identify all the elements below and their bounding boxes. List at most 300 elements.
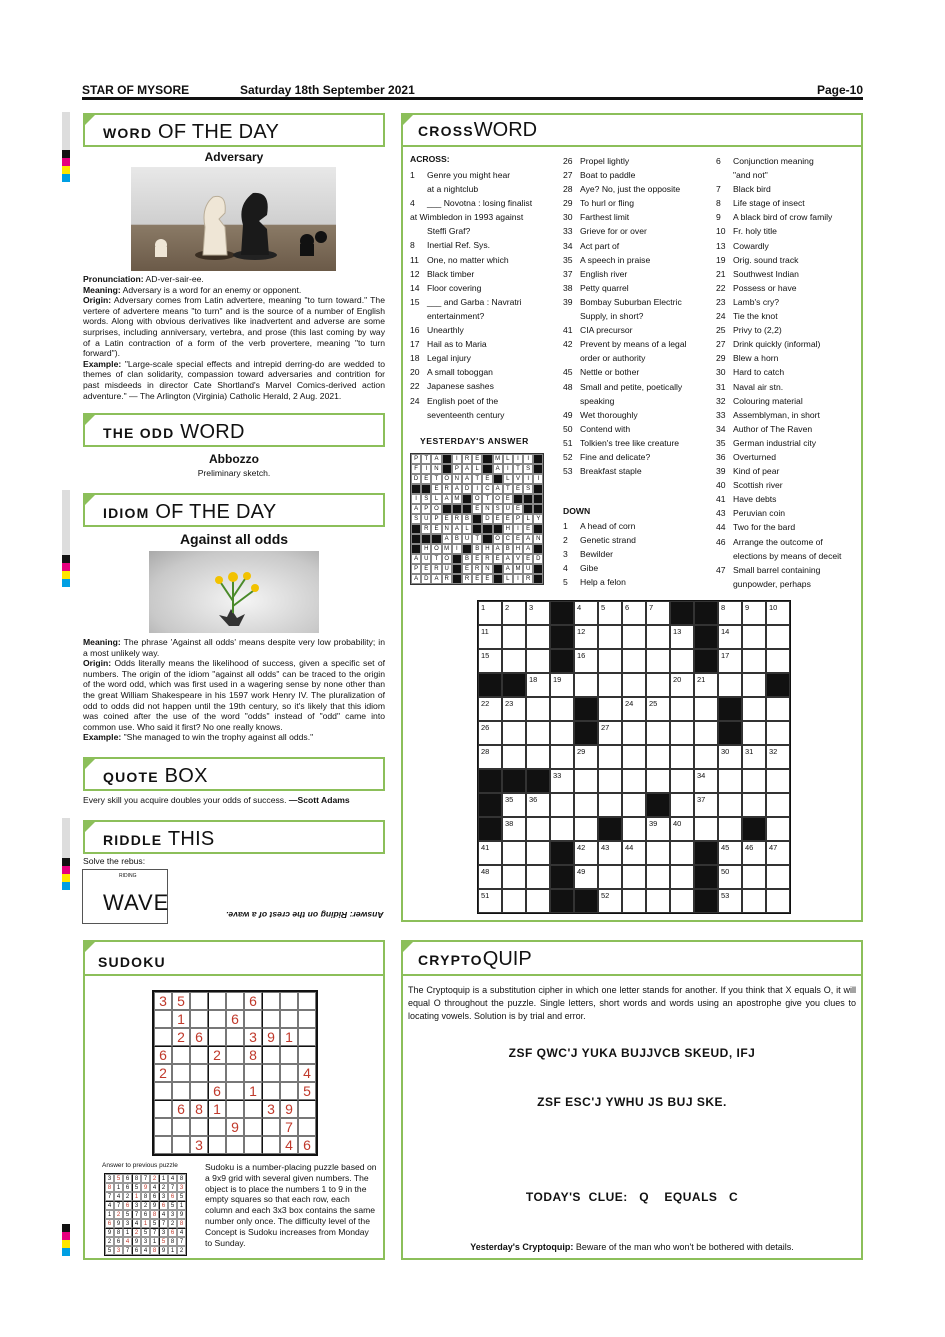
sudoku-cell[interactable] <box>190 1118 208 1136</box>
sudoku-cell[interactable]: 6 <box>190 1028 208 1046</box>
crossword-cell[interactable] <box>526 649 550 673</box>
prev-sudoku-cell: 8 <box>114 1228 123 1237</box>
crossword-cell[interactable] <box>766 841 790 865</box>
crossword-cell[interactable] <box>670 793 694 817</box>
crossword-cell[interactable] <box>742 745 766 769</box>
crossword-cell[interactable] <box>742 697 766 721</box>
sudoku-cell[interactable]: 6 <box>226 1010 244 1028</box>
sudoku-cell[interactable] <box>244 1100 262 1118</box>
sudoku-cell[interactable] <box>190 1010 208 1028</box>
crossword-cell[interactable] <box>526 601 550 625</box>
crossword-cell[interactable] <box>766 793 790 817</box>
answer-cell: U <box>462 534 472 544</box>
sudoku-cell[interactable] <box>298 1046 316 1064</box>
sudoku-cell[interactable] <box>172 1082 190 1100</box>
crossword-cell[interactable] <box>670 625 694 649</box>
sudoku-cell[interactable] <box>154 1118 172 1136</box>
answer-cell: A <box>442 494 452 504</box>
sudoku-cell[interactable]: 8 <box>190 1100 208 1118</box>
crossword-cell[interactable] <box>670 889 694 913</box>
sudoku-cell[interactable] <box>154 1136 172 1154</box>
crossword-cell[interactable] <box>646 745 670 769</box>
crossword-cell[interactable] <box>502 841 526 865</box>
crossword-cell[interactable] <box>646 721 670 745</box>
sudoku-cell[interactable]: 2 <box>154 1064 172 1082</box>
sudoku-cell[interactable]: 6 <box>172 1100 190 1118</box>
clue-row <box>716 577 861 591</box>
clue-number: 20 <box>410 367 420 378</box>
clue-row <box>563 267 713 281</box>
clue-row <box>716 210 861 224</box>
crossword-cell[interactable] <box>526 721 550 745</box>
crossword-cell[interactable] <box>598 673 622 697</box>
sudoku-cell[interactable]: 5 <box>172 992 190 1010</box>
crossword-cell[interactable] <box>598 721 622 745</box>
crossword-cell[interactable] <box>502 889 526 913</box>
crossword-cell[interactable] <box>646 769 670 793</box>
sudoku-cell[interactable] <box>298 1010 316 1028</box>
clue-number: 44 <box>716 522 726 533</box>
crossword-cell[interactable] <box>502 745 526 769</box>
crossword-cell[interactable] <box>622 625 646 649</box>
crossword-cell[interactable] <box>646 865 670 889</box>
crossword-cell[interactable] <box>478 721 502 745</box>
clue-row <box>410 182 560 196</box>
black-cell <box>550 625 574 649</box>
cell-number: 21 <box>697 675 706 684</box>
crossword-cell[interactable] <box>502 625 526 649</box>
clue-text: Southwest Indian <box>733 268 799 279</box>
sudoku-cell[interactable] <box>154 1100 172 1118</box>
answer-cell <box>533 464 543 474</box>
crossword-cell[interactable] <box>694 673 718 697</box>
sudoku-cell[interactable]: 6 <box>244 992 262 1010</box>
crossword-cell[interactable] <box>574 625 598 649</box>
crossword-cell[interactable] <box>598 649 622 673</box>
crossword-cell[interactable] <box>694 817 718 841</box>
crossword-cell[interactable] <box>574 649 598 673</box>
color-registration-bar <box>62 818 70 890</box>
crossword-cell[interactable] <box>766 769 790 793</box>
crossword-cell[interactable] <box>502 817 526 841</box>
crossword-cell[interactable] <box>742 673 766 697</box>
sudoku-cell[interactable]: 9 <box>262 1028 280 1046</box>
crossword-cell[interactable] <box>598 601 622 625</box>
sudoku-cell[interactable] <box>172 1046 190 1064</box>
sudoku-cell[interactable] <box>262 1046 280 1064</box>
answer-cell <box>442 504 452 514</box>
sudoku-cell[interactable] <box>226 992 244 1010</box>
sudoku-cell[interactable] <box>208 992 226 1010</box>
clue-row <box>716 520 861 534</box>
clue-text: Help a felon <box>580 577 626 588</box>
answer-cell: T <box>421 454 431 464</box>
crossword-cell[interactable] <box>478 841 502 865</box>
answer-cell: A <box>431 454 441 464</box>
crossword-cell[interactable] <box>622 673 646 697</box>
clue-row <box>563 561 713 575</box>
crossword-cell[interactable] <box>502 601 526 625</box>
cell-number: 10 <box>769 603 778 612</box>
sudoku-cell[interactable] <box>226 1046 244 1064</box>
crossword-cell[interactable] <box>622 865 646 889</box>
crossword-cell[interactable] <box>574 817 598 841</box>
answer-cell: V <box>513 474 523 484</box>
crossword-cell[interactable] <box>550 817 574 841</box>
answer-cell: H <box>513 544 523 554</box>
sudoku-cell[interactable] <box>226 1082 244 1100</box>
crossword-cell[interactable] <box>670 697 694 721</box>
crossword-cell[interactable] <box>646 841 670 865</box>
crossword-cell[interactable] <box>742 601 766 625</box>
sudoku-cell[interactable] <box>244 1010 262 1028</box>
crossword-cell[interactable] <box>502 793 526 817</box>
answer-cell <box>533 454 543 464</box>
sudoku-cell[interactable] <box>190 992 208 1010</box>
clue-text: Drink quickly (informal) <box>733 339 821 350</box>
crossword-cell[interactable] <box>550 721 574 745</box>
clue-number: 19 <box>716 254 726 265</box>
cell-number: 44 <box>625 843 634 852</box>
crossword-cell[interactable] <box>694 793 718 817</box>
clue-text: Fine and delicate? <box>580 451 651 462</box>
sudoku-cell[interactable]: 1 <box>208 1100 226 1118</box>
crossword-cell[interactable] <box>646 889 670 913</box>
sudoku-cell[interactable] <box>208 1136 226 1154</box>
answer-cell: L <box>523 514 533 524</box>
sudoku-cell[interactable] <box>226 1100 244 1118</box>
crossword-cell[interactable] <box>646 625 670 649</box>
crossword-cell[interactable] <box>742 889 766 913</box>
crossword-cell[interactable] <box>526 841 550 865</box>
crossword-cell[interactable] <box>622 649 646 673</box>
clue-text: To hurl or fling <box>580 198 634 209</box>
sudoku-cell[interactable] <box>208 1118 226 1136</box>
crossword-cell[interactable] <box>622 793 646 817</box>
crossword-cell[interactable] <box>478 745 502 769</box>
prev-sudoku-cell: 4 <box>114 1192 123 1201</box>
prev-sudoku-cell: 2 <box>159 1183 168 1192</box>
sudoku-cell[interactable] <box>244 1118 262 1136</box>
crossword-cell[interactable] <box>502 865 526 889</box>
crossword-cell[interactable] <box>502 721 526 745</box>
crossword-cell[interactable] <box>718 745 742 769</box>
crossword-cell[interactable] <box>718 769 742 793</box>
crossword-cell[interactable] <box>742 649 766 673</box>
crossword-cell[interactable] <box>550 673 574 697</box>
answer-cell <box>421 534 431 544</box>
crossword-cell[interactable] <box>766 865 790 889</box>
crossword-cell[interactable] <box>646 697 670 721</box>
crossword-cell[interactable] <box>478 865 502 889</box>
sudoku-cell[interactable]: 3 <box>190 1136 208 1154</box>
crossword-grid[interactable] <box>477 600 791 914</box>
crossword-cell[interactable] <box>598 745 622 769</box>
clue-number <box>716 577 733 591</box>
crossword-cell[interactable] <box>478 697 502 721</box>
crossword-cell[interactable] <box>670 649 694 673</box>
cryptoquip-title: CRYPTOQUIP <box>403 942 861 976</box>
crossword-cell[interactable] <box>718 649 742 673</box>
crossword-cell[interactable] <box>646 817 670 841</box>
clue-number <box>563 351 580 365</box>
crossword-cell[interactable] <box>742 625 766 649</box>
crossword-cell[interactable] <box>598 769 622 793</box>
crossword-cell[interactable] <box>550 769 574 793</box>
sudoku-cell[interactable]: 6 <box>208 1082 226 1100</box>
crossword-cell[interactable] <box>646 673 670 697</box>
crossword-cell[interactable] <box>766 697 790 721</box>
sudoku-cell[interactable] <box>226 1064 244 1082</box>
sudoku-cell[interactable] <box>280 1046 298 1064</box>
clue-text: Petty quarrel <box>580 282 629 293</box>
crossword-cell[interactable] <box>574 745 598 769</box>
crossword-cell[interactable] <box>622 817 646 841</box>
sudoku-cell[interactable]: 1 <box>244 1082 262 1100</box>
sudoku-cell[interactable] <box>262 1082 280 1100</box>
clue-number: 8 <box>716 198 721 209</box>
sudoku-cell[interactable]: 1 <box>172 1010 190 1028</box>
crossword-cell[interactable] <box>694 745 718 769</box>
sudoku-cell[interactable] <box>208 1028 226 1046</box>
answer-cell: A <box>523 534 533 544</box>
answer-cell: H <box>421 544 431 554</box>
crossword-cell[interactable] <box>622 769 646 793</box>
answer-cell: N <box>533 534 543 544</box>
crossword-cell[interactable] <box>574 601 598 625</box>
crossword-cell[interactable] <box>574 841 598 865</box>
sudoku-grid[interactable] <box>152 990 318 1156</box>
sudoku-cell[interactable]: 2 <box>172 1028 190 1046</box>
crossword-cell[interactable] <box>766 649 790 673</box>
sudoku-cell[interactable]: 6 <box>298 1136 316 1154</box>
crossword-cell[interactable] <box>718 601 742 625</box>
clue-text: Black timber <box>427 268 475 279</box>
sudoku-cell[interactable] <box>280 1082 298 1100</box>
sudoku-cell[interactable]: 8 <box>244 1046 262 1064</box>
sudoku-cell[interactable]: 1 <box>280 1028 298 1046</box>
sudoku-cell[interactable] <box>226 1028 244 1046</box>
crossword-cell[interactable] <box>478 889 502 913</box>
prev-sudoku-cell: 6 <box>141 1210 150 1219</box>
clue-row <box>716 351 861 365</box>
prev-sudoku-cell: 3 <box>141 1237 150 1246</box>
sudoku-cell[interactable] <box>298 1028 316 1046</box>
sudoku-cell[interactable] <box>154 1028 172 1046</box>
sudoku-cell[interactable] <box>280 1010 298 1028</box>
crossword-cell[interactable] <box>670 865 694 889</box>
crossword-cell[interactable] <box>598 625 622 649</box>
crossword-cell[interactable] <box>526 817 550 841</box>
sudoku-cell[interactable] <box>262 1136 280 1154</box>
crossword-cell[interactable] <box>694 721 718 745</box>
crossword-cell[interactable] <box>766 745 790 769</box>
crossword-cell[interactable] <box>622 889 646 913</box>
crossword-cell[interactable] <box>598 697 622 721</box>
crossword-cell[interactable] <box>574 673 598 697</box>
crossword-cell[interactable] <box>670 841 694 865</box>
crossword-cell[interactable] <box>766 625 790 649</box>
clue-number: 22 <box>410 381 420 392</box>
sudoku-cell[interactable] <box>172 1064 190 1082</box>
clue-text: Boat to paddle <box>580 170 636 181</box>
sudoku-cell[interactable] <box>208 1064 226 1082</box>
clue-row <box>410 351 560 365</box>
yesterday-answer-grid <box>410 453 544 585</box>
crossword-cell[interactable] <box>670 721 694 745</box>
crossword-cell[interactable] <box>526 625 550 649</box>
clue-number: 16 <box>410 325 420 336</box>
crossword-cell[interactable] <box>646 601 670 625</box>
crossword-cell[interactable] <box>766 889 790 913</box>
cryptoquip-line1: ZSF QWC'J YUKA BUJJVCB SKEUD, IFJ <box>508 1046 756 1060</box>
clue-row <box>716 478 861 492</box>
clue-text: A head of corn <box>580 521 636 531</box>
sudoku-cell[interactable] <box>190 1046 208 1064</box>
sudoku-cell[interactable]: 4 <box>298 1064 316 1082</box>
crossword-cell[interactable] <box>718 793 742 817</box>
crossword-cell[interactable] <box>766 601 790 625</box>
sudoku-cell[interactable] <box>298 1118 316 1136</box>
cell-number: 8 <box>721 603 726 612</box>
clue-row <box>563 575 713 589</box>
sudoku-cell[interactable] <box>208 1010 226 1028</box>
crossword-cell[interactable] <box>622 745 646 769</box>
prev-sudoku-cell: 1 <box>114 1183 123 1192</box>
sudoku-cell[interactable] <box>262 1010 280 1028</box>
crossword-cell[interactable] <box>742 793 766 817</box>
sudoku-cell[interactable] <box>262 992 280 1010</box>
clue-text: English poet of the <box>427 395 499 406</box>
clue-text: Black bird <box>733 184 771 195</box>
answer-cell: O <box>472 494 482 504</box>
crossword-cell[interactable] <box>574 793 598 817</box>
crossword-cell[interactable] <box>718 673 742 697</box>
sudoku-cell[interactable]: 7 <box>280 1118 298 1136</box>
crossword-cell[interactable] <box>598 889 622 913</box>
crossword-cell[interactable] <box>550 745 574 769</box>
sudoku-cell[interactable] <box>154 1010 172 1028</box>
sudoku-cell[interactable] <box>172 1136 190 1154</box>
crossword-cell[interactable] <box>694 769 718 793</box>
crossword-cell[interactable] <box>742 841 766 865</box>
cell-number: 30 <box>721 747 730 756</box>
crossword-cell[interactable] <box>766 817 790 841</box>
crossword-cell[interactable] <box>670 673 694 697</box>
crossword-cell[interactable] <box>526 697 550 721</box>
clue-text: Scottish river <box>733 480 783 491</box>
crossword-cell[interactable] <box>718 841 742 865</box>
prev-sudoku-cell: 7 <box>159 1219 168 1228</box>
crossword-cell[interactable] <box>670 745 694 769</box>
crossword-cell[interactable] <box>502 649 526 673</box>
sudoku-cell[interactable] <box>280 1064 298 1082</box>
crossword-cell[interactable] <box>742 865 766 889</box>
sudoku-cell[interactable]: 6 <box>154 1046 172 1064</box>
sudoku-cell[interactable]: 4 <box>280 1136 298 1154</box>
answer-cell <box>482 534 492 544</box>
clue-number: 37 <box>563 268 573 279</box>
crossword-cell[interactable] <box>670 769 694 793</box>
prev-sudoku-cell: 1 <box>150 1237 159 1246</box>
sudoku-cell[interactable] <box>190 1064 208 1082</box>
crossword-cell[interactable] <box>622 841 646 865</box>
crossword-cell[interactable] <box>598 865 622 889</box>
sudoku-cell[interactable] <box>244 1064 262 1082</box>
crossword-cell[interactable] <box>526 793 550 817</box>
crossword-cell[interactable] <box>478 649 502 673</box>
sudoku-cell[interactable] <box>280 992 298 1010</box>
crossword-cell[interactable] <box>718 625 742 649</box>
crossword-cell[interactable] <box>718 817 742 841</box>
crossword-cell[interactable] <box>574 769 598 793</box>
answer-cell <box>533 494 543 504</box>
sudoku-cell[interactable]: 3 <box>154 992 172 1010</box>
crossword-cell[interactable] <box>622 721 646 745</box>
crossword-cell[interactable] <box>478 625 502 649</box>
crossword-cell[interactable] <box>526 889 550 913</box>
crossword-cell[interactable] <box>550 697 574 721</box>
crossword-cell[interactable] <box>742 721 766 745</box>
crossword-cell[interactable] <box>718 865 742 889</box>
sudoku-cell[interactable]: 9 <box>226 1118 244 1136</box>
crossword-cell[interactable] <box>742 769 766 793</box>
crossword-cell[interactable] <box>646 649 670 673</box>
answer-cell <box>462 494 472 504</box>
crossword-cell[interactable] <box>598 793 622 817</box>
crossword-cell[interactable] <box>526 865 550 889</box>
sudoku-cell[interactable] <box>244 1136 262 1154</box>
crossword-cell[interactable] <box>526 745 550 769</box>
crossword-cell[interactable] <box>622 697 646 721</box>
crossword-cell[interactable] <box>670 817 694 841</box>
sudoku-cell[interactable]: 3 <box>244 1028 262 1046</box>
sudoku-cell[interactable]: 3 <box>262 1100 280 1118</box>
crossword-cell[interactable] <box>694 697 718 721</box>
crossword-cell[interactable] <box>622 601 646 625</box>
answer-cell: U <box>421 554 431 564</box>
sudoku-cell[interactable]: 5 <box>298 1082 316 1100</box>
sudoku-cell[interactable] <box>298 1100 316 1118</box>
crossword-cell[interactable] <box>478 601 502 625</box>
crossword-cell[interactable] <box>598 841 622 865</box>
sudoku-cell[interactable] <box>262 1064 280 1082</box>
sudoku-cell[interactable] <box>154 1082 172 1100</box>
answer-cell: P <box>421 504 431 514</box>
answer-cell <box>533 504 543 514</box>
answer-cell: V <box>513 554 523 564</box>
sudoku-cell[interactable] <box>172 1118 190 1136</box>
crossword-cell[interactable] <box>526 673 550 697</box>
answer-cell <box>533 524 543 534</box>
prev-sudoku-cell: 4 <box>177 1228 186 1237</box>
sudoku-cell[interactable]: 9 <box>280 1100 298 1118</box>
sudoku-cell[interactable] <box>190 1082 208 1100</box>
sudoku-cell[interactable] <box>262 1118 280 1136</box>
sudoku-cell[interactable] <box>226 1136 244 1154</box>
crossword-cell[interactable] <box>574 865 598 889</box>
crossword-cell[interactable] <box>502 697 526 721</box>
crossword-cell[interactable] <box>766 721 790 745</box>
crossword-cell[interactable] <box>718 889 742 913</box>
sudoku-cell[interactable]: 2 <box>208 1046 226 1064</box>
crossword-cell[interactable] <box>550 793 574 817</box>
clue-text: Blew a horn <box>733 353 779 364</box>
clue-row <box>716 436 861 450</box>
answer-cell <box>482 454 492 464</box>
cell-number: 28 <box>481 747 490 756</box>
sudoku-cell[interactable] <box>298 992 316 1010</box>
